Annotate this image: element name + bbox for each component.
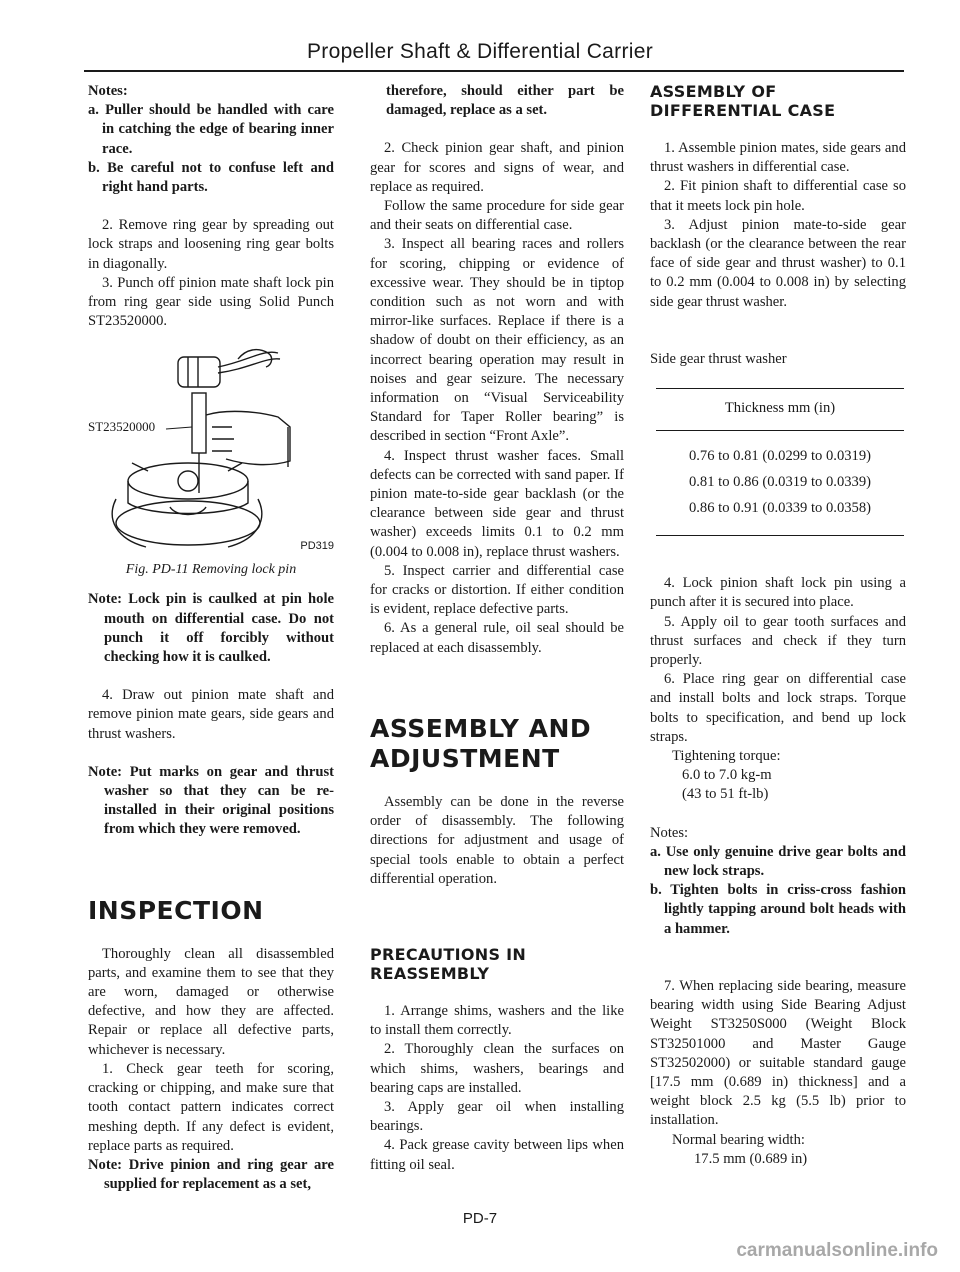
diff-step-7: 7. When replacing side bearing, measure bearing width using Side Bearing Adjust Weight ST3250S000 (Weight Block ST32501000 and Master Gauge ST32502000) or suitable standard gauge [17.5 mm (0.689 in) thickness] and a weight block 2.5 kg (5.5 lb) prior to installation. xyxy=(650,977,906,1129)
normal-width-value: 17.5 mm (0.689 in) xyxy=(694,1150,808,1167)
note-marks: Note: Put marks on gear and thrust washer so that they can be re-installed in their original positions from which they were removed. xyxy=(88,763,334,838)
notes-title: Notes: xyxy=(88,83,128,99)
precautions-heading-line-2: REASSEMBLY xyxy=(370,963,490,983)
precaution-1: 1. Arrange shims, washers and the like to install them correctly. xyxy=(370,1002,624,1039)
figure-removing-lock-pin xyxy=(88,331,334,577)
torque-value-imperial: (43 to 51 ft-lb) xyxy=(682,786,769,803)
inspection-step-3: 3. Inspect all bearing races and rollers for scoring, chipping or evidence of excessive wear. They should be in tiptop condition such as not worn and with mirror-like surfaces. Replace if there is a shadow of doubt on their efficiency, as an incorrect bearing operation may result in noises and gear seizure. The necessary information on “Visual Serviceability Standard for Taper Roller bearing” is described in section “Front Axle”. xyxy=(370,236,624,445)
diff-step-5: 5. Apply oil to gear tooth surfaces and thrust surfaces and check if they turn properly. xyxy=(650,613,906,669)
table-title: Side gear thrust washer xyxy=(650,350,787,367)
table-header: Thickness mm (in) xyxy=(724,400,836,417)
diff-step-6: 6. Place ring gear on differential case and install bolts and lock straps. Torque bolts to specification, and bend up lock straps. xyxy=(650,671,906,745)
note-criss-cross: b. Tighten bolts in criss-cross fashion lightly tapping around bolt heads with a hammer. xyxy=(650,882,906,937)
torque-value-metric: 6.0 to 7.0 kg-m xyxy=(682,767,772,784)
inspection-step-2: 2. Check pinion gear shaft, and pinion gear for scores and signs of wear, and replace as required. xyxy=(370,140,624,195)
page-number: PD-7 xyxy=(462,1210,498,1227)
assembly-heading-line-1: ASSEMBLY AND xyxy=(370,713,592,743)
diff-step-4: 4. Lock pinion shaft lock pin using a punch after it is secured into place. xyxy=(650,575,906,611)
note-lock-pin: Note: Lock pin is caulked at pin hole mouth on differential case. Do not punch it off forcibly without checking how it is caulked. xyxy=(88,591,334,666)
precaution-2: 2. Thoroughly clean the surfaces on which shims, washers, bearings and bearing caps are installed. xyxy=(370,1041,624,1096)
precaution-4: 4. Pack grease cavity between lips when fitting oil seal. xyxy=(370,1137,624,1173)
notes-title-2: Notes: xyxy=(650,824,689,841)
watermark: carmanualsonline.info xyxy=(736,1240,938,1261)
figure-code: PD319 xyxy=(300,540,334,553)
note-a: a. Puller should be handled with care in catching the edge of bearing inner race. xyxy=(88,102,334,157)
precautions-heading-line-1: PRECAUTIONS IN xyxy=(370,944,527,964)
table-row: 0.81 to 0.86 (0.0319 to 0.0339) xyxy=(688,474,871,491)
note-b: b. Be careful not to confuse left and right hand parts. xyxy=(88,159,334,196)
inspection-heading: INSPECTION xyxy=(88,895,264,925)
assembly-heading-line-2: ADJUSTMENT xyxy=(370,743,560,773)
assembly-of-heading-line-1: ASSEMBLY OF xyxy=(650,82,777,101)
inspection-intro: Thoroughly clean all disassembled parts, and examine them to see that they are worn, damaged or otherwise defective, and how they are affected. Repair or replace all defective parts, whichever is necessary. xyxy=(88,945,334,1058)
column-1 xyxy=(88,82,334,1194)
page-title: Propeller Shaft & Differential Carrier xyxy=(307,40,653,63)
inspection-step-6: 6. As a general rule, oil seal should be replaced at each disassembly. xyxy=(370,620,624,656)
column-3 xyxy=(650,82,906,1169)
assembly-intro: Assembly can be done in the reverse order of disassembly. The following directions for adjustment and usage of special tools enable to obtain a perfect differential operation. xyxy=(370,793,624,887)
continued-note: therefore, should either part be damaged, replace as a set. xyxy=(386,83,624,119)
step-3: 3. Punch off pinion mate shaft lock pin from ring gear side using Solid Punch ST23520000. xyxy=(88,274,334,330)
inspection-step-2b: Follow the same procedure for side gear and their seats on differential case. xyxy=(370,198,624,234)
note-genuine-bolts: a. Use only genuine drive gear bolts and new lock straps. xyxy=(650,843,906,880)
assembly-of-heading-line-2: DIFFERENTIAL CASE xyxy=(650,101,836,120)
torque-label: Tightening torque: xyxy=(672,748,781,765)
inspection-step-5: 5. Inspect carrier and differential case for cracks or distortion. If either condition is evident, replace defective parts. xyxy=(370,562,624,618)
diff-step-1: 1. Assemble pinion mates, side gears and thrust washers in differential case. xyxy=(650,140,906,176)
step-4: 4. Draw out pinion mate shaft and remove pinion mate gears, side gears and thrust washers. xyxy=(88,687,334,742)
figure-caption: Fig. PD-11 Removing lock pin xyxy=(125,561,297,577)
precaution-3: 3. Apply gear oil when installing bearings. xyxy=(370,1098,624,1135)
step-2: 2. Remove ring gear by spreading out lock straps and loosening ring gear bolts in diagonally. xyxy=(88,217,334,272)
inspection-step-4: 4. Inspect thrust washer faces. Small defects can be corrected with sand paper. If pinion mate-to-side gear backlash (or the clearance between side gear and thrust washer) exceeds limits 0.1 to 0.2 mm (0.004 to 0.008 in), replace thrust washers. xyxy=(370,447,624,560)
diff-step-3: 3. Adjust pinion mate-to-side gear backlash (or the clearance between the rear face of side gear and thrust washer) to 0.1 to 0.2 mm (0.004 to 0.008 in) by selecting side gear thrust washer. xyxy=(650,216,906,310)
inspection-step-1: 1. Check gear teeth for scoring, cracking or chipping, and make sure that tooth contact pattern indicates correct meshing depth. If any defect is evident, replace parts as required. xyxy=(88,1060,334,1154)
normal-width-label: Normal bearing width: xyxy=(672,1131,805,1148)
lock-pin-illustration xyxy=(88,331,334,553)
header-rule xyxy=(84,70,904,72)
table-row: 0.76 to 0.81 (0.0299 to 0.0319) xyxy=(688,448,871,465)
thrust-washer-table xyxy=(656,388,904,536)
column-2 xyxy=(370,82,624,1175)
tool-label: ST23520000 xyxy=(88,419,156,435)
table-row: 0.86 to 0.91 (0.0339 to 0.0358) xyxy=(688,500,871,517)
note-drive-pinion: Note: Drive pinion and ring gear are supplied for replacement as a set, xyxy=(88,1156,334,1193)
diff-step-2: 2. Fit pinion shaft to differential case so that it meets lock pin hole. xyxy=(650,178,906,214)
